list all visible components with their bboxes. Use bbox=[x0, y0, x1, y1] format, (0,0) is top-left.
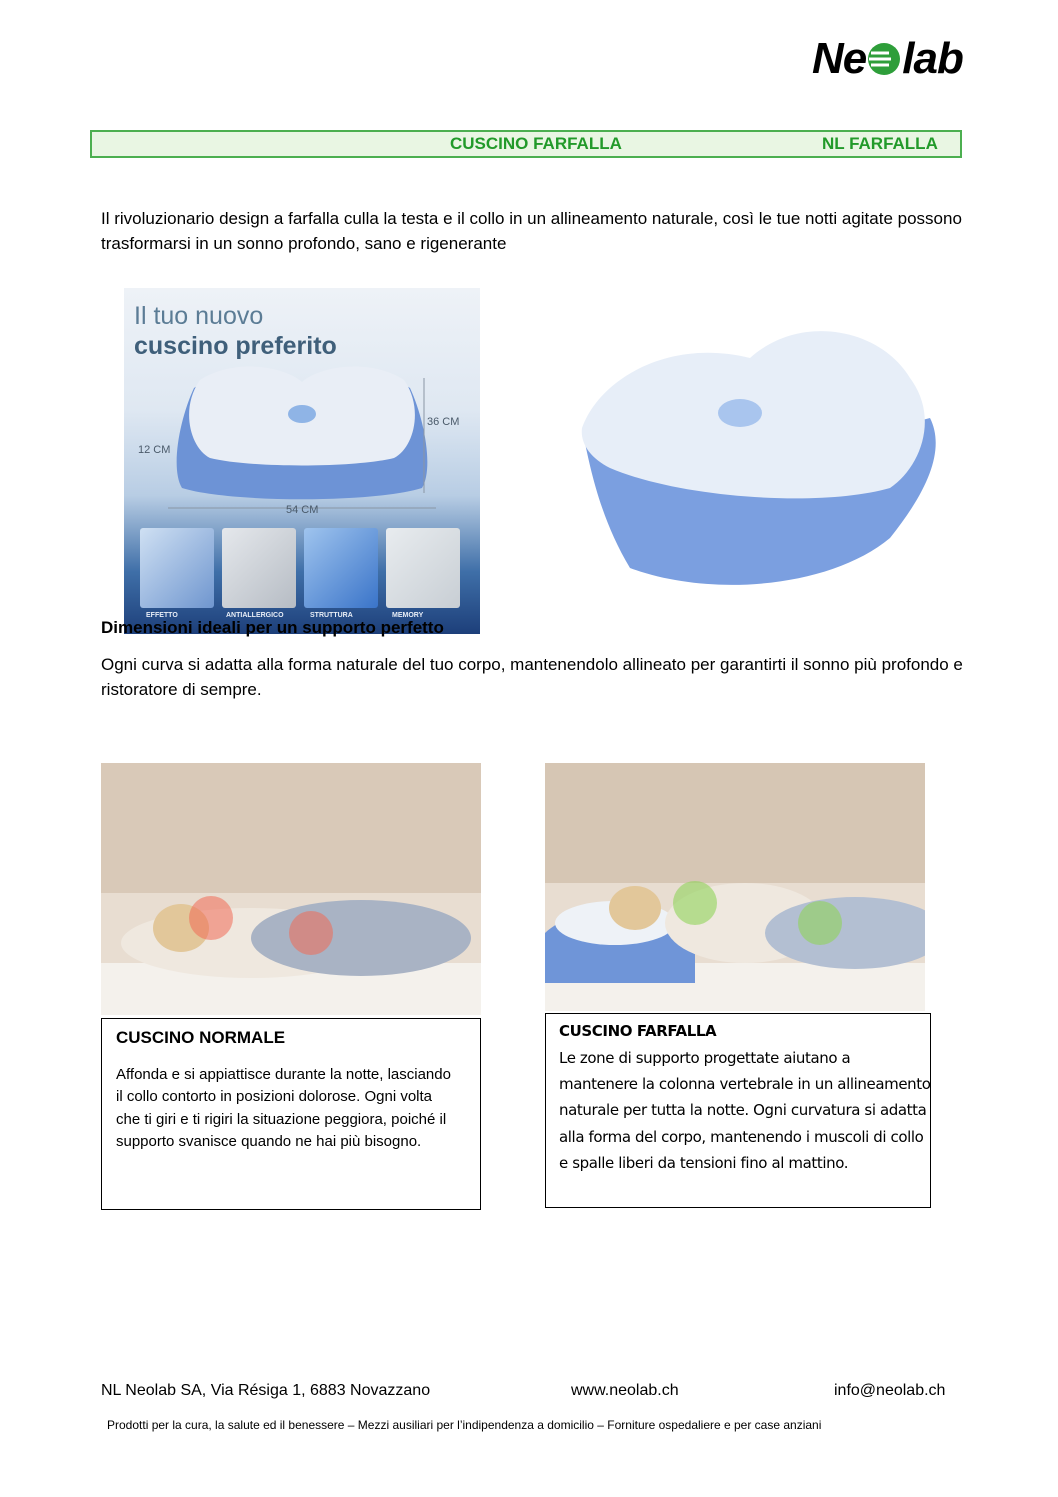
neolab-logo bbox=[812, 34, 1012, 94]
feature-label-4: MEMORY bbox=[392, 612, 424, 619]
footer-email[interactable]: info@neolab.ch bbox=[834, 1382, 946, 1399]
dim-width: 54 CM bbox=[286, 504, 319, 516]
section-heading: Dimensioni ideali per un supporto perfetto bbox=[101, 618, 444, 637]
feature-thumb-3 bbox=[304, 528, 378, 608]
product-code: NL FARFALLA bbox=[822, 134, 938, 153]
feature-label-2: ANTIALLERGICO bbox=[226, 612, 284, 619]
pillow-illustration bbox=[124, 358, 480, 518]
feature-label-3: STRUTTURA bbox=[310, 612, 353, 619]
section-text: Ogni curva si adatta alla forma naturale del tuo corpo, mantenendolo allineato per garantirti il sonno più profondo e ristoratore di sempre. bbox=[101, 655, 963, 699]
product-dimensions-image bbox=[124, 288, 480, 634]
intro-text: Il rivoluzionario design a farfalla culla la testa e il collo in un allineamento naturale, così le tue notti agitate possono trasformarsi in un sonno profondo, sano e rigenerante bbox=[101, 209, 962, 253]
footer-address: NL Neolab SA, Via Résiga 1, 6883 Novazzano bbox=[101, 1382, 431, 1399]
dim-depth: 36 CM bbox=[427, 416, 460, 428]
product-photo bbox=[560, 318, 950, 594]
image-headline-1: Il tuo nuovo bbox=[134, 302, 264, 330]
feature-thumb-2 bbox=[222, 528, 296, 608]
footer-tagline: Prodotti per la cura, la salute ed il benessere – Mezzi ausiliari per l’indipendenza a domicilio – Forniture ospedaliere e per case anziani bbox=[107, 1418, 822, 1432]
butterfly-pillow-photo bbox=[545, 763, 925, 1011]
footer-website[interactable]: www.neolab.ch bbox=[571, 1382, 679, 1399]
feature-thumb-1 bbox=[140, 528, 214, 608]
butterfly-pillow-title: CUSCINO FARFALLA bbox=[559, 1022, 717, 1040]
normal-pillow-title: CUSCINO NORMALE bbox=[116, 1028, 286, 1047]
normal-pillow-photo bbox=[101, 763, 481, 1015]
image-headline-2: cuscino preferito bbox=[134, 332, 337, 360]
normal-pillow-text: Affonda e si appiattisce durante la notte, lasciando il collo contorto in posizioni dolorose. Ogni volta che ti giri e ti rigiri la situazione peggiora, poiché il supporto svanisce quando ne hai più bisogno. bbox=[116, 1066, 451, 1151]
product-title: CUSCINO FARFALLA bbox=[450, 134, 622, 153]
logo-text-left: Ne bbox=[812, 34, 867, 83]
logo-o-icon bbox=[867, 42, 901, 76]
butterfly-pillow-text: Le zone di supporto progettate aiutano a mantenere la colonna vertebrale in un allineamento naturale per tutta la notte. Ogni curvatura si adatta alla forma del corpo, mantenendo i muscoli di collo e spalle liberi da tensioni fino al mattino. bbox=[559, 1049, 931, 1172]
feature-thumb-4 bbox=[386, 528, 460, 608]
feature-label-1: EFFETTO bbox=[146, 612, 178, 619]
dim-height: 12 CM bbox=[138, 444, 171, 456]
logo-text-right: lab bbox=[902, 34, 963, 83]
